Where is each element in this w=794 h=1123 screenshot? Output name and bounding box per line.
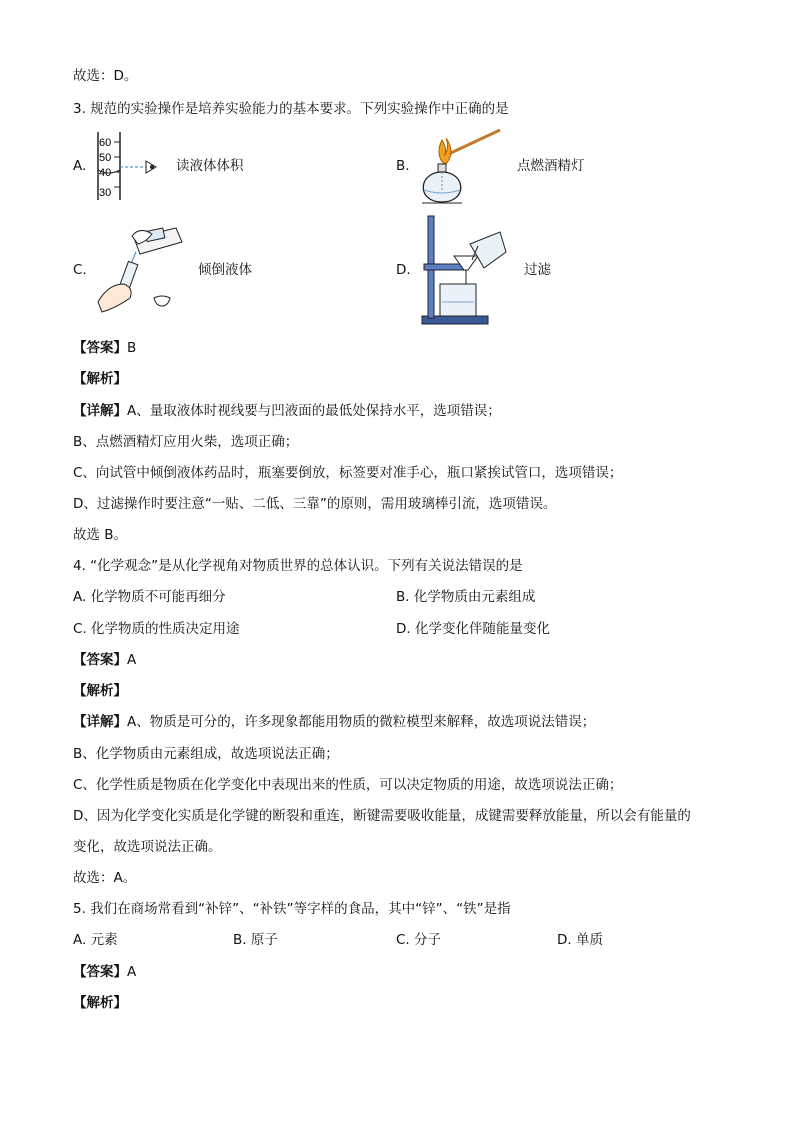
q4-option-a: A. 化学物质不可能再细分 <box>73 589 226 605</box>
q3-detail-b: B、点燃酒精灯应用火柴，选项正确； <box>73 434 299 450</box>
tick-label-30: 30 <box>99 187 112 199</box>
tick-label-50: 50 <box>99 152 112 164</box>
q3-option-c-caption: 倾倒液体 <box>198 262 252 278</box>
q3-option-c-letter: C. <box>73 262 87 278</box>
q3-option-b-letter: B. <box>396 158 410 174</box>
q4-option-c: C. 化学物质的性质决定用途 <box>73 621 240 637</box>
q5-option-c: C. 分子 <box>396 932 442 948</box>
q3-analysis-label: 【解析】 <box>73 371 127 387</box>
q3-option-b-caption: 点燃酒精灯 <box>517 158 585 174</box>
q4-detail-d-line1: D、因为化学变化实质是化学键的断裂和重连，断键需要吸收能量，成键需要释放能量，所以会有能量的 <box>73 808 691 824</box>
q3-option-a-caption: 读液体体积 <box>176 158 244 174</box>
q4-detail-b: B、化学物质由元素组成，故选项说法正确； <box>73 746 339 762</box>
q5-option-a: A. 元素 <box>73 932 118 948</box>
tick-label-40: 40 <box>99 167 112 179</box>
filtration-figure <box>418 212 514 328</box>
alcohol-lamp-figure <box>412 126 504 206</box>
question-3-stem: 3. 规范的实验操作是培养实验能力的基本要求。下列实验操作中正确的是 <box>73 101 509 117</box>
q4-conclusion: 故选：A。 <box>73 870 137 886</box>
tick-label-60: 60 <box>99 137 112 149</box>
question-4-stem: 4. “化学观念”是从化学视角对物质世界的总体认识。下列有关说法错误的是 <box>73 558 523 574</box>
q3-detail-c: C、向试管中倾倒液体药品时，瓶塞要倒放，标签要对准手心，瓶口紧挨试管口，选项错误； <box>73 465 623 481</box>
q3-detail-d: D、过滤操作时要注意“一贴、二低、三靠”的原则，需用玻璃棒引流，选项错误。 <box>73 496 557 512</box>
q3-answer: 【答案】B <box>73 340 137 356</box>
q4-answer: 【答案】A <box>73 652 137 668</box>
q5-answer: 【答案】A <box>73 964 137 980</box>
q4-analysis-label: 【解析】 <box>73 683 127 699</box>
answer-line-q2: 故选：D。 <box>73 68 138 84</box>
pouring-liquid-figure <box>94 222 186 314</box>
q4-option-b: B. 化学物质由元素组成 <box>396 589 536 605</box>
q3-option-d-letter: D. <box>396 262 411 278</box>
graduated-cylinder-figure <box>90 130 170 202</box>
q3-detail-a: 【详解】A、量取液体时视线要与凹液面的最低处保持水平，选项错误； <box>73 403 501 419</box>
q5-option-d: D. 单质 <box>557 932 603 948</box>
question-5-stem: 5. 我们在商场常看到“补锌”、“补铁”等字样的食品，其中“锌”、“铁”是指 <box>73 901 511 917</box>
q5-analysis-label: 【解析】 <box>73 995 127 1011</box>
q4-option-d: D. 化学变化伴随能量变化 <box>396 621 550 637</box>
q5-option-b: B. 原子 <box>233 932 278 948</box>
q4-detail-d-line2: 变化，故选项说法正确。 <box>73 839 222 855</box>
q3-option-d-caption: 过滤 <box>524 262 551 278</box>
q3-conclusion: 故选 B。 <box>73 527 128 543</box>
q3-option-a-letter: A. <box>73 158 87 174</box>
q4-detail-c: C、化学性质是物质在化学变化中表现出来的性质，可以决定物质的用途，故选项说法正确； <box>73 777 623 793</box>
q4-detail-a: 【详解】A、物质是可分的，许多现象都能用物质的微粒模型来解释，故选项说法错误； <box>73 714 596 730</box>
